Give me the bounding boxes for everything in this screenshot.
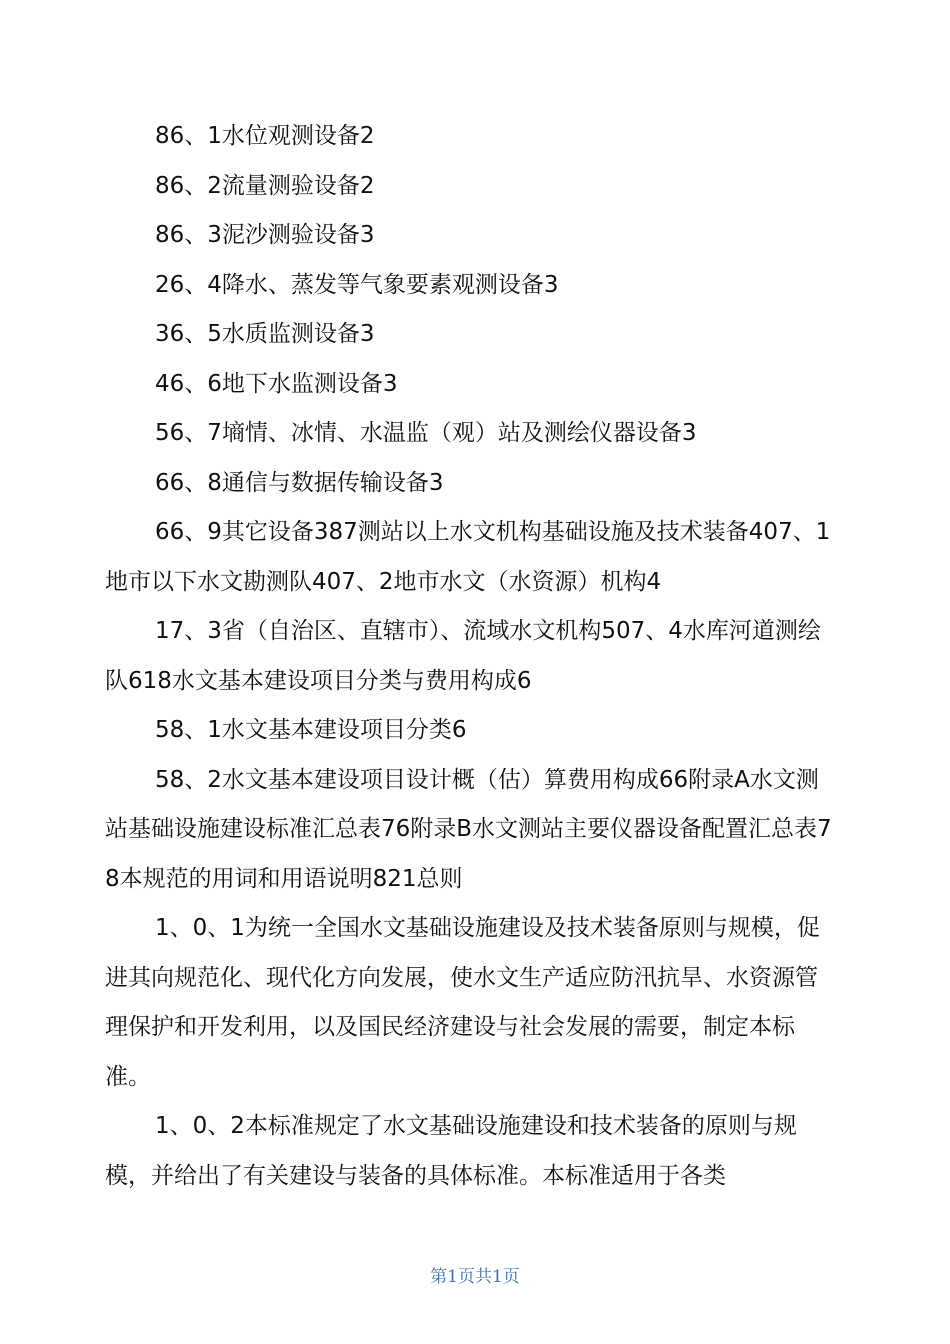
paragraph: 46、6地下水监测设备3 bbox=[155, 370, 398, 397]
paragraph: 66、8通信与数据传输设备3 bbox=[155, 469, 444, 496]
page-number-footer: 第1页共1页 bbox=[430, 1267, 520, 1287]
paragraph: 56、7墒情、冰情、水温监（观）站及测绘仪器设备3 bbox=[155, 420, 697, 446]
paragraph: 17、3省（自治区、直辖市）、流域水文机构507、4水库河道测绘队618水文基本建设项目分类与费用构成6 bbox=[105, 618, 821, 694]
paragraph: 58、2水文基本建设项目设计概（估）算费用构成66附录A水文测站基础设施建设标准汇总表76附录B水文测站主要仪器设备配置汇总表78本规范的用词和用语说明821总则 bbox=[105, 766, 832, 892]
paragraph: 26、4降水、蒸发等气象要素观测设备3 bbox=[155, 271, 559, 298]
paragraph: 86、2流量测验设备2 bbox=[155, 172, 375, 199]
paragraph: 36、5水质监测设备3 bbox=[155, 321, 375, 347]
paragraph: 66、9其它设备387测站以上水文机构基础设施及技术装备407、1地市以下水文勘测队407、2地市水文（水资源）机构4 bbox=[105, 519, 831, 595]
paragraph: 86、3泥沙测验设备3 bbox=[155, 222, 375, 248]
paragraph: 1、0、1为统一全国水文基础设施建设及技术装备原则与规模，促进其向规范化、现代化方向发展，使水文生产适应防汛抗旱、水资源管理保护和开发利用，以及国民经济建设与社会发展的需要，制定本标准。 bbox=[105, 915, 820, 1090]
document-body bbox=[105, 112, 835, 1201]
paragraph: 86、1水位观测设备2 bbox=[155, 123, 375, 149]
paragraph: 1、0、2本标准规定了水文基础设施建设和技术装备的原则与规模，并给出了有关建设与装备的具体标准。本标准适用于各类 bbox=[105, 1113, 797, 1189]
paragraph: 58、1水文基本建设项目分类6 bbox=[155, 717, 467, 743]
